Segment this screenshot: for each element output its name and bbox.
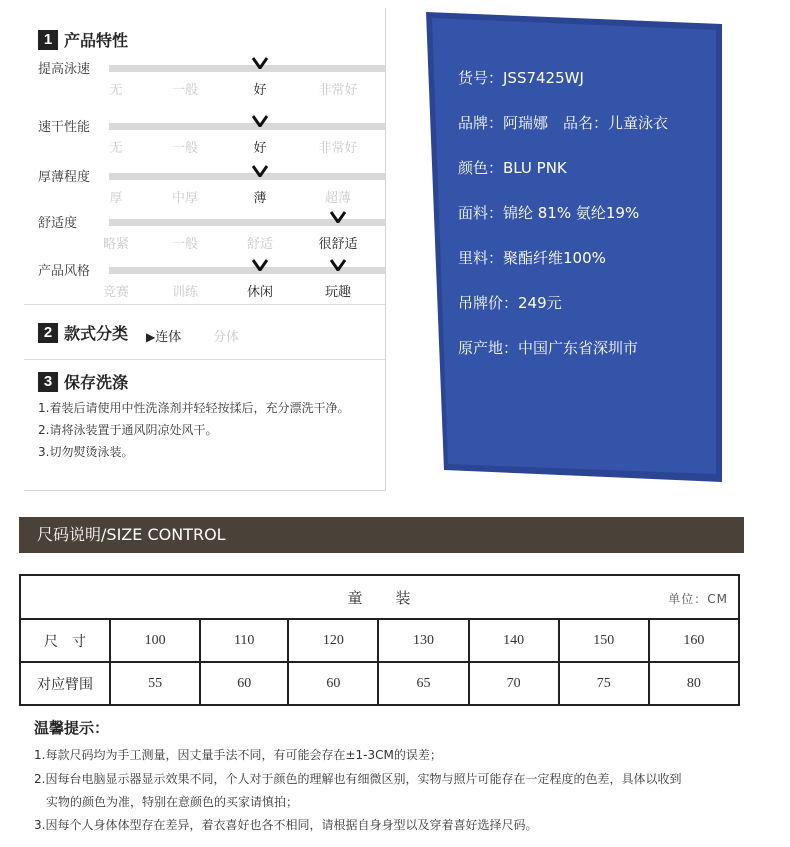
feature-label: 提高泳速 bbox=[38, 62, 91, 77]
arm-row bbox=[20, 662, 739, 705]
wash-instruction: 1.着装后请使用中性洗涤剂并轻轻按揉后，充分漂洗干净。 bbox=[38, 401, 350, 415]
feature-label: 产品风格 bbox=[38, 264, 91, 279]
size-row bbox=[20, 619, 739, 662]
feature-option: 中厚 bbox=[171, 191, 198, 206]
spec-fabric: 面料：锦纶 81% 氨纶19% bbox=[458, 204, 640, 222]
spec-lining: 里料：聚酯纤维100% bbox=[458, 249, 606, 267]
size-cell: 120 bbox=[288, 619, 378, 662]
tip-line: 1.每款尺码均为手工测量，因丈量手法不同，有可能会存在±1-3CM的误差； bbox=[34, 748, 442, 762]
size-cell: 140 bbox=[469, 619, 559, 662]
feature-option: 很舒适 bbox=[318, 237, 358, 252]
feature-option: 好 bbox=[253, 141, 267, 156]
spec-brand: 品牌：阿瑞娜 品名：儿童泳衣 bbox=[458, 114, 669, 132]
tip-line: 3.因每个人身体体型存在差异，着衣喜好也各不相同，请根据自身身型以及穿着喜好选择尺码。 bbox=[34, 818, 538, 832]
tip-line: 实物的颜色为准，特别在意颜色的买家请慎拍； bbox=[46, 795, 299, 809]
arm-cell: 75 bbox=[559, 662, 649, 705]
style-option: 分体 bbox=[213, 330, 240, 345]
arm-cell: 70 bbox=[469, 662, 559, 705]
feature-option: 舒适 bbox=[246, 237, 273, 252]
feature-rating-bar bbox=[109, 173, 386, 180]
tips-title: 温馨提示： bbox=[34, 719, 110, 737]
section-divider bbox=[24, 304, 385, 305]
wash-header bbox=[38, 370, 128, 393]
size-table-title-row bbox=[20, 575, 739, 619]
size-table-unit: 单位：CM bbox=[668, 592, 728, 606]
size-control-banner bbox=[19, 517, 744, 553]
arm-cell: 60 bbox=[200, 662, 288, 705]
spec-color: 颜色：BLU PNK bbox=[458, 159, 567, 177]
check-mark-icon bbox=[330, 211, 346, 223]
features-title: 产品特性 bbox=[64, 31, 129, 50]
spec-item-number: 货号：JSS7425WJ bbox=[458, 69, 584, 87]
size-table-title bbox=[20, 575, 739, 619]
feature-label: 速干性能 bbox=[38, 120, 91, 135]
feature-option: 竞赛 bbox=[102, 285, 129, 300]
feature-option: 休闲 bbox=[246, 285, 273, 300]
product-info-panel bbox=[24, 8, 386, 491]
feature-option: 厚 bbox=[109, 191, 123, 206]
size-table-category: 童 装 bbox=[347, 588, 412, 607]
feature-rating-bar bbox=[109, 123, 386, 130]
wash-instruction: 3.切勿熨烫泳装。 bbox=[38, 445, 134, 459]
wash-title: 保存洗涤 bbox=[64, 373, 129, 392]
style-option-selected bbox=[146, 326, 181, 345]
check-mark-icon bbox=[252, 259, 268, 271]
style-title: 款式分类 bbox=[64, 324, 129, 343]
size-banner-cn: 尺码说明/ bbox=[37, 525, 107, 544]
feature-option: 好 bbox=[253, 83, 267, 98]
feature-rating-bar bbox=[109, 65, 386, 72]
feature-option: 玩趣 bbox=[324, 285, 351, 300]
feature-option: 一般 bbox=[171, 237, 198, 252]
style-header bbox=[38, 321, 128, 344]
style-option-label: 连体 bbox=[155, 330, 182, 345]
spec-price: 吊牌价：249元 bbox=[458, 294, 562, 312]
feature-label: 厚薄程度 bbox=[38, 170, 91, 185]
features-header bbox=[38, 28, 128, 51]
size-banner-en: SIZE CONTROL bbox=[106, 525, 226, 544]
arm-row-label: 对应臂围 bbox=[20, 662, 110, 705]
feature-option: 薄 bbox=[253, 191, 267, 206]
check-mark-icon bbox=[252, 57, 268, 69]
arm-cell: 60 bbox=[288, 662, 378, 705]
feature-option: 无 bbox=[109, 141, 123, 156]
wash-instruction: 2.请将泳装置于通风阴凉处风干。 bbox=[38, 423, 218, 437]
spec-origin: 原产地：中国广东省深圳市 bbox=[458, 339, 639, 357]
arm-cell: 55 bbox=[110, 662, 200, 705]
section-divider bbox=[24, 359, 385, 360]
arm-cell: 80 bbox=[649, 662, 739, 705]
size-cell: 130 bbox=[378, 619, 468, 662]
feature-option: 一般 bbox=[171, 141, 198, 156]
size-row-label: 尺 寸 bbox=[20, 619, 110, 662]
section-number-badge: 3 bbox=[38, 372, 58, 392]
tip-line: 2.因每台电脑显示器显示效果不同，个人对于颜色的理解也有细微区别，实物与照片可能存在一定程度的色差，具体以收到 bbox=[34, 772, 682, 786]
section-number-badge: 1 bbox=[38, 30, 58, 50]
section-number-badge: 2 bbox=[38, 323, 58, 343]
check-mark-icon bbox=[252, 165, 268, 177]
feature-option: 非常好 bbox=[318, 83, 358, 98]
size-cell: 150 bbox=[559, 619, 649, 662]
size-cell: 110 bbox=[200, 619, 288, 662]
feature-option: 一般 bbox=[171, 83, 198, 98]
play-arrow-icon: ▶ bbox=[146, 330, 156, 344]
feature-option: 训练 bbox=[171, 285, 198, 300]
feature-option: 无 bbox=[109, 83, 123, 98]
feature-option: 略紧 bbox=[102, 237, 129, 252]
size-cell: 100 bbox=[110, 619, 200, 662]
size-table bbox=[19, 574, 740, 706]
feature-label: 舒适度 bbox=[38, 216, 78, 231]
feature-option: 超薄 bbox=[324, 191, 351, 206]
check-mark-icon bbox=[330, 259, 346, 271]
arm-cell: 65 bbox=[378, 662, 468, 705]
feature-option: 非常好 bbox=[318, 141, 358, 156]
check-mark-icon bbox=[252, 115, 268, 127]
size-cell: 160 bbox=[649, 619, 739, 662]
